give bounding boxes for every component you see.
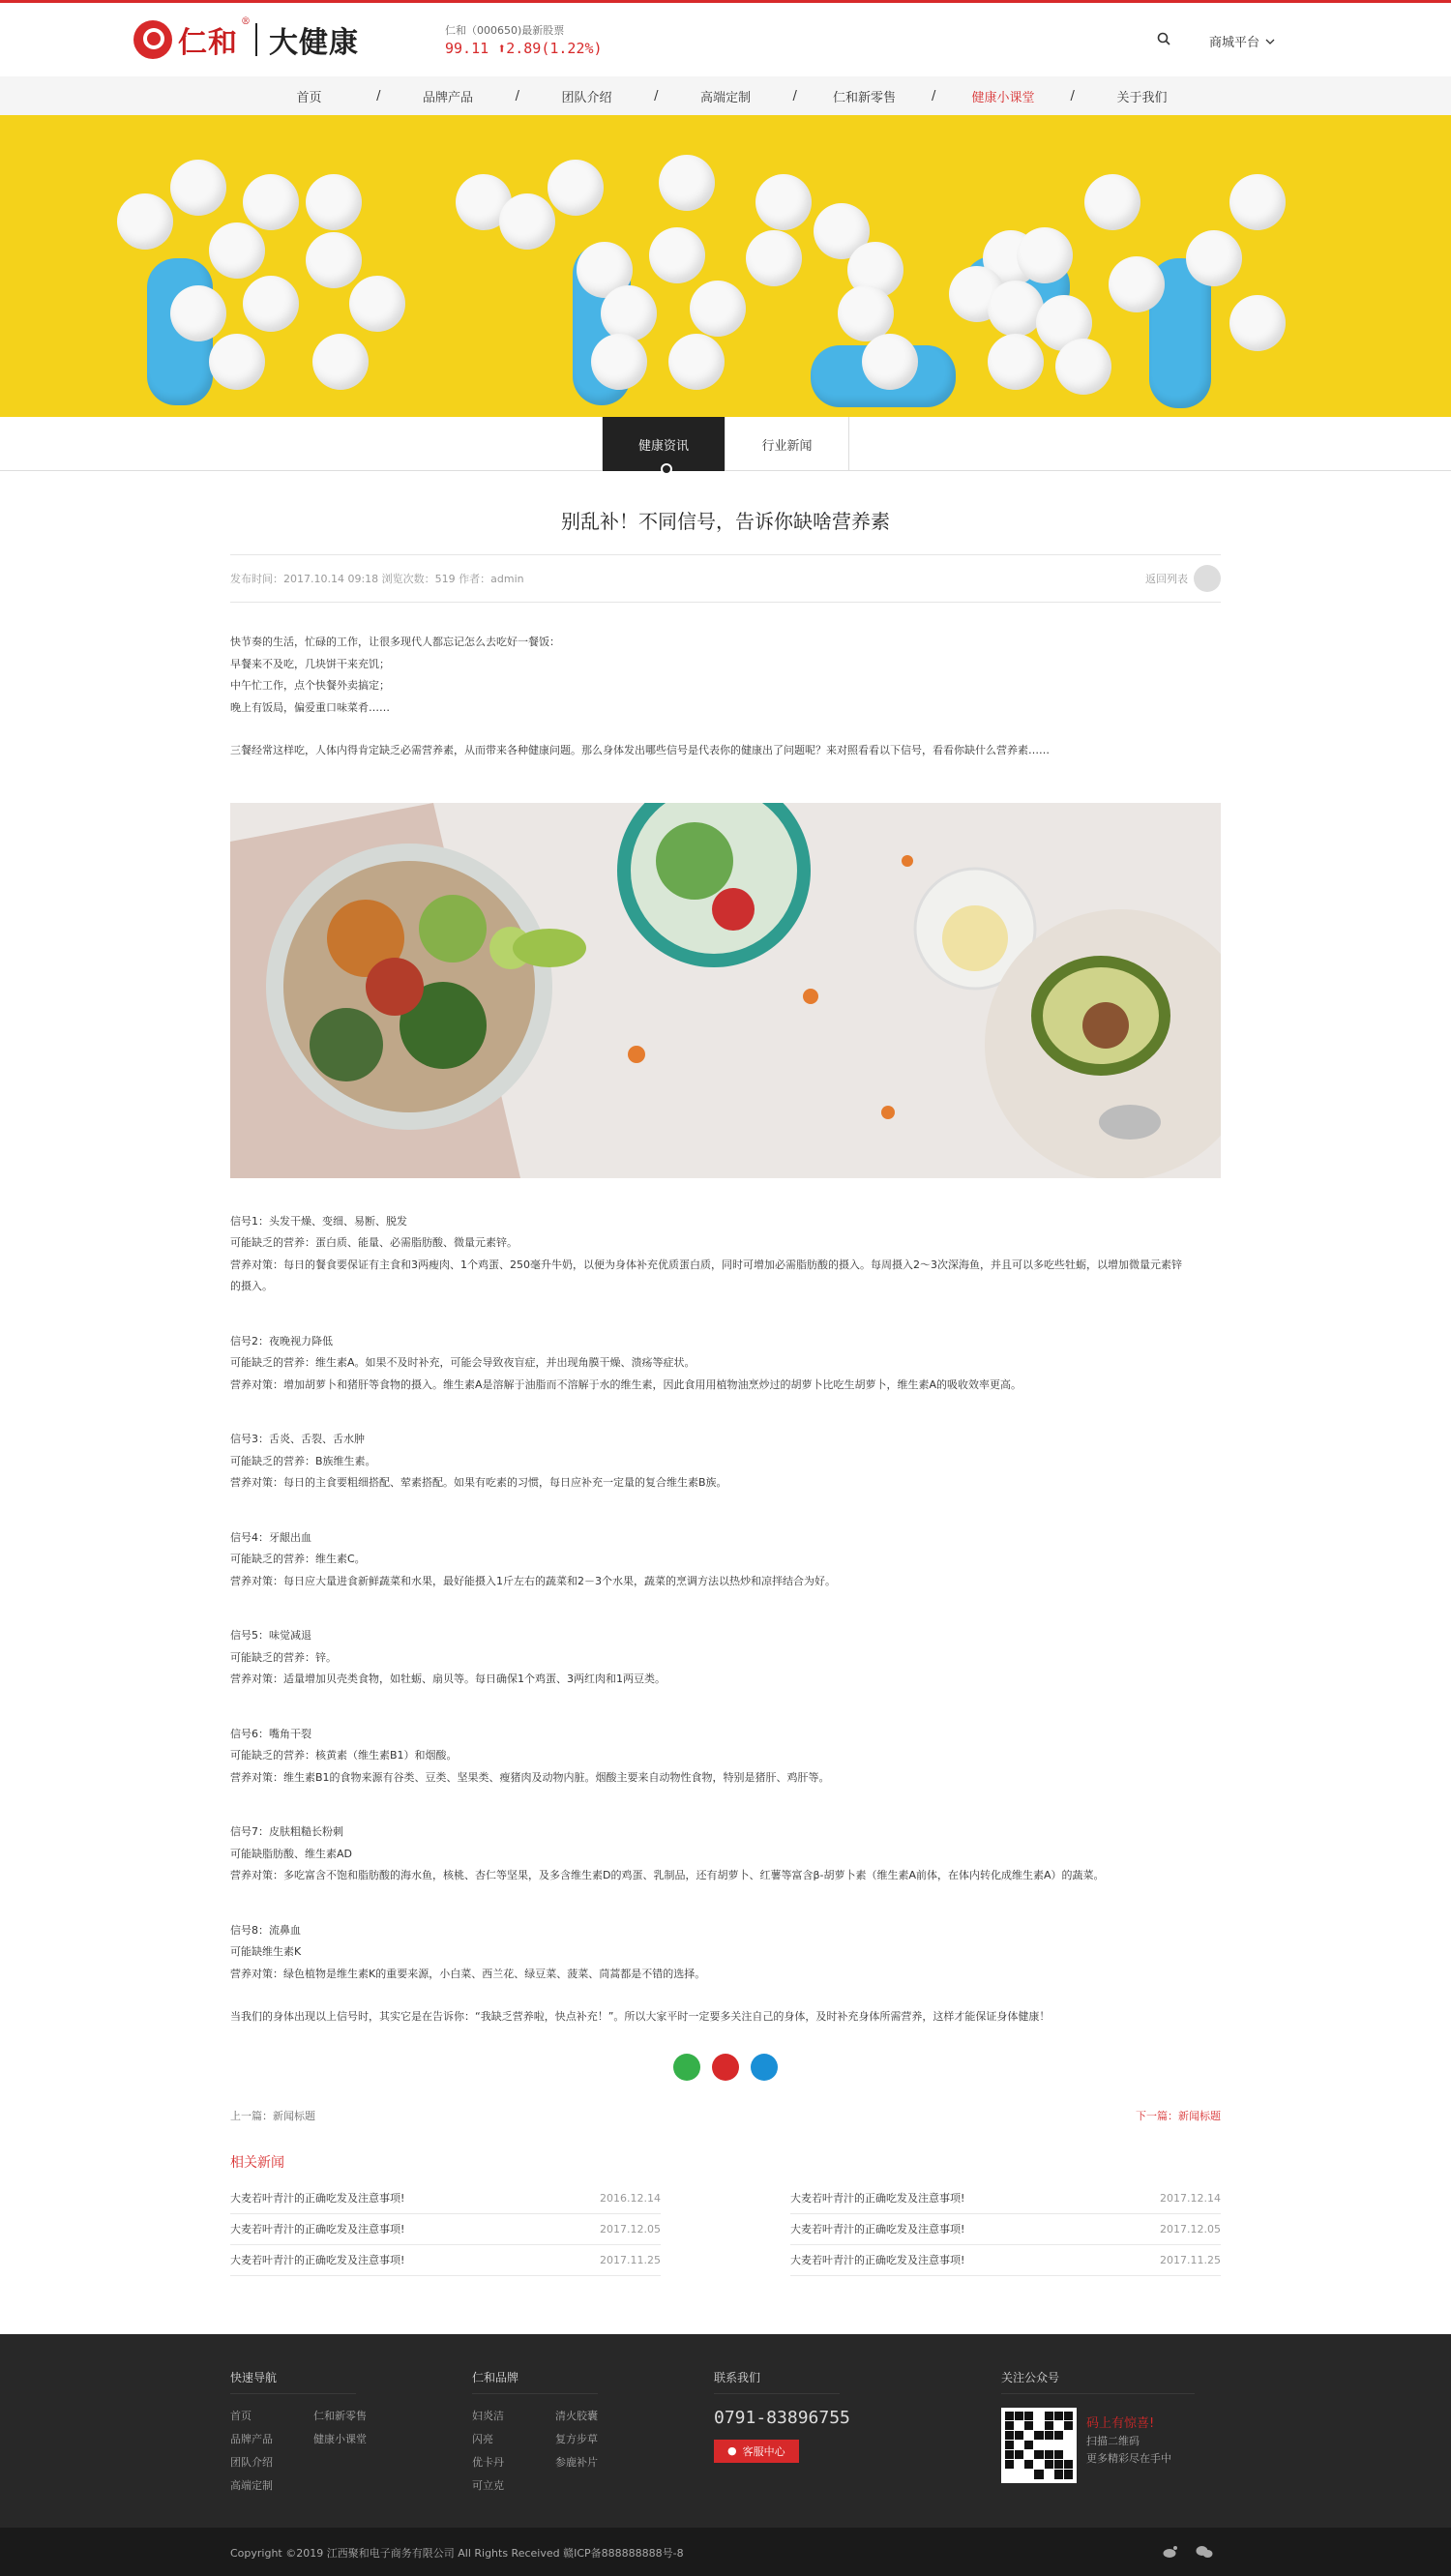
footer-link[interactable]: 参鹿补片 xyxy=(555,2455,598,2469)
article-intro-2: 三餐经常这样吃，人体内得肯定缺乏必需营养素，从而带来各种健康问题。那么身体发出哪些信号是代表你的健康出了问题呢？来对照看看以下信号，看看你缺什么营养素…… xyxy=(230,744,1050,756)
footer-link[interactable]: 首页 xyxy=(230,2409,252,2422)
qr-cell xyxy=(1005,2441,1014,2449)
signal-block xyxy=(230,1724,1221,1790)
main-nav xyxy=(0,76,1451,115)
related-news-item[interactable] xyxy=(790,2183,1221,2214)
next-article-link[interactable]: 下一篇：新闻标题 xyxy=(1136,2109,1221,2122)
logo[interactable] xyxy=(133,18,359,61)
qr-cell xyxy=(1034,2470,1043,2478)
nav-item[interactable]: 仁和新零售 xyxy=(832,90,896,105)
qr-cell xyxy=(1015,2431,1023,2440)
qr-cell xyxy=(1054,2450,1063,2459)
qr-cell xyxy=(1005,2450,1014,2459)
signal-line: 营养对策：每日应大量进食新鲜蔬菜和水果，最好能摄入1斤左右的蔬菜和2－3个水果，蔬菜的烹调方法以热炒和凉拌结合为好。 xyxy=(230,1574,836,1587)
qr-cell xyxy=(1034,2450,1043,2459)
footer-contact xyxy=(714,2369,850,2463)
banner-ball xyxy=(243,174,299,230)
qr-cell xyxy=(1064,2460,1073,2469)
signal-line: 信号3：舌炎、舌裂、舌水肿 xyxy=(230,1433,365,1445)
related-news-item[interactable] xyxy=(230,2214,661,2245)
signal-line: 可能缺乏的营养：核黄素（维生素B1）和烟酸。 xyxy=(230,1749,458,1762)
qr-cell xyxy=(1024,2412,1033,2420)
banner-ball xyxy=(988,334,1044,390)
qr-cell xyxy=(1054,2460,1063,2469)
signal-block xyxy=(230,1527,1221,1593)
stock-label: 仁和（000650)最新股票 xyxy=(445,24,565,37)
nav-separator: / xyxy=(515,88,519,104)
related-news-title-text: 大麦若叶青汁的正确吃发及注意事项! xyxy=(790,2192,965,2205)
qr-cell xyxy=(1015,2450,1023,2459)
qr-cell xyxy=(1054,2421,1063,2430)
qr-cell xyxy=(1015,2412,1023,2420)
nav-separator: / xyxy=(932,88,936,104)
related-news-right xyxy=(790,2183,1221,2276)
article-pager xyxy=(230,2108,1221,2123)
intro-line: 早餐来不及吃，几块饼干来充饥； xyxy=(230,657,390,670)
qr-cell xyxy=(1064,2421,1073,2430)
chevron-down-icon xyxy=(1265,39,1275,44)
signal-line: 可能缺脂肪酸、维生素AD xyxy=(230,1847,352,1860)
article-intro xyxy=(230,632,1221,719)
qzone-share-icon[interactable] xyxy=(751,2054,778,2081)
back-label: 返回列表 xyxy=(1145,573,1188,585)
stock-price: 99.11 xyxy=(445,40,489,57)
footer-link[interactable] xyxy=(555,2477,638,2493)
qr-cell xyxy=(1064,2431,1073,2440)
intro-line: 快节奏的生活，忙碌的工作，让很多现代人都忘记怎么去吃好一餐饭： xyxy=(230,636,560,648)
banner-ball xyxy=(312,334,369,390)
footer-follow xyxy=(1001,2369,1195,2483)
stock-change: ⬆2.89(1.22%) xyxy=(497,40,603,57)
qr-code xyxy=(1001,2408,1077,2483)
article-meta xyxy=(230,554,1221,603)
footer-quick-nav xyxy=(230,2369,397,2493)
qr-cell xyxy=(1045,2421,1053,2430)
footer-link[interactable]: 团队介绍 xyxy=(230,2455,273,2469)
footer-link[interactable]: 品牌产品 xyxy=(230,2432,273,2445)
customer-service-button[interactable]: ● 客服中心 xyxy=(714,2440,799,2463)
signal-line: 信号4：牙龈出血 xyxy=(230,1530,311,1544)
nav-item[interactable]: 健康小课堂 xyxy=(971,90,1035,105)
footer-link[interactable]: 复方步草 xyxy=(555,2432,598,2445)
banner-ball xyxy=(117,193,173,250)
footer-link[interactable] xyxy=(313,2477,397,2493)
nav-item[interactable]: 品牌产品 xyxy=(423,90,474,105)
qr-cell xyxy=(1034,2412,1043,2420)
footer-link[interactable]: 健康小课堂 xyxy=(313,2432,367,2445)
weibo-share-icon[interactable] xyxy=(712,2054,739,2081)
qr-cell xyxy=(1045,2460,1053,2469)
qr-cell xyxy=(1024,2431,1033,2440)
related-news-date: 2016.12.14 xyxy=(600,2191,661,2205)
footer-link[interactable]: 可立克 xyxy=(472,2478,504,2492)
signal-block xyxy=(230,1821,1221,1887)
banner-ball xyxy=(1055,339,1111,395)
signal-block xyxy=(230,1211,1221,1298)
tab-health-news[interactable]: 健康资讯 xyxy=(602,417,726,471)
back-icon xyxy=(1194,565,1221,592)
weibo-icon[interactable] xyxy=(1163,2545,1178,2559)
banner-ball xyxy=(209,334,265,390)
nav-separator: / xyxy=(792,88,797,104)
qr-cell xyxy=(1045,2412,1053,2420)
qr-cell xyxy=(1015,2421,1023,2430)
share-bar xyxy=(230,2054,1221,2081)
footer-heading: 联系我们 xyxy=(714,2369,840,2394)
qr-cell xyxy=(1054,2470,1063,2478)
logo-subtitle: 大健康 xyxy=(269,26,359,60)
related-news-date: 2017.12.05 xyxy=(1160,2222,1221,2235)
banner-ball xyxy=(988,281,1044,337)
stock-ticker xyxy=(445,22,603,57)
copyright-bar xyxy=(0,2528,1451,2576)
bell-icon: ● xyxy=(727,2444,737,2457)
intro-line: 中午忙工作，点个快餐外卖搞定； xyxy=(230,679,390,692)
banner-ball xyxy=(170,285,226,341)
signal-line: 可能缺乏的营养：锌。 xyxy=(230,1650,337,1664)
banner-ball xyxy=(243,276,299,332)
qr-cell xyxy=(1064,2441,1073,2449)
wechat-icon[interactable] xyxy=(1196,2545,1213,2559)
signal-line: 信号1：头发干燥、变细、易断、脱发 xyxy=(230,1214,407,1228)
qr-cell xyxy=(1045,2450,1053,2459)
nav-item[interactable]: 关于我们 xyxy=(1116,90,1168,105)
banner-ball xyxy=(1186,230,1242,286)
related-news-item[interactable] xyxy=(790,2214,1221,2245)
signal-line: 营养对策：每日的主食要粗细搭配、荤素搭配。如果有吃素的习惯，每日应补充一定量的复合维生素B族。 xyxy=(230,1476,727,1489)
banner-ball xyxy=(170,160,226,216)
related-news-item[interactable] xyxy=(230,2183,661,2214)
signal-line: 信号5：味觉减退 xyxy=(230,1629,311,1642)
signal-line: 的摄入。 xyxy=(230,1280,273,1292)
site-footer xyxy=(0,2334,1451,2528)
article-title: 别乱补！不同信号，告诉你缺啥营养素 xyxy=(561,510,890,533)
related-news-title-text: 大麦若叶青汁的正确吃发及注意事项! xyxy=(790,2254,965,2266)
footer-link[interactable]: 高端定制 xyxy=(230,2478,273,2492)
signal-line: 营养对策：每日的餐食要保证有主食和3两瘦肉、1个鸡蛋、250毫升牛奶，以便为身体补充优质蛋白质，同时可增加必需脂肪酸的摄入。每周摄入2～3次深海鱼，并且可以多吃些牡蛎，以增加微量元素锌 xyxy=(230,1258,1182,1271)
banner-ball xyxy=(1229,295,1286,351)
signal-line: 可能缺维生素K xyxy=(230,1945,302,1958)
article-main xyxy=(230,471,1221,2276)
qr-cell xyxy=(1034,2441,1043,2449)
related-news xyxy=(230,2183,1221,2276)
platform-dropdown[interactable] xyxy=(1209,32,1275,50)
qr-cell xyxy=(1054,2441,1063,2449)
platform-label: 商城平台 xyxy=(1209,36,1260,50)
related-news-item[interactable] xyxy=(230,2245,661,2276)
qr-cell xyxy=(1045,2431,1053,2440)
qr-cell xyxy=(1005,2421,1014,2430)
related-news-item[interactable] xyxy=(790,2245,1221,2276)
signal-line: 营养对策：适量增加贝壳类食物，如牡蛎、扇贝等。每日确保1个鸡蛋、3两红肉和1两豆类。 xyxy=(230,1673,666,1685)
footer-heading: 仁和品牌 xyxy=(472,2369,598,2394)
nav-separator: / xyxy=(376,88,381,104)
qr-cell xyxy=(1034,2421,1043,2430)
banner-ball xyxy=(548,160,604,216)
nav-separator: / xyxy=(654,88,659,104)
signal-block xyxy=(230,1331,1221,1397)
footer-link[interactable] xyxy=(313,2454,397,2470)
copyright-text: Copyright ©2019 江西聚和电子商务有限公司 All Rights Received 赣ICP备888888888号-8 xyxy=(230,2546,684,2560)
signal-line: 可能缺乏的营养：蛋白质、能量、必需脂肪酸、微量元素锌。 xyxy=(230,1236,518,1249)
footer-heading: 快速导航 xyxy=(230,2369,356,2394)
qr-cell xyxy=(1024,2450,1033,2459)
article-outro: 当我们的身体出现以上信号时，其实它是在告诉你：“我缺乏营养啦，快点补充！”。所以大家平时一定要多关注自己的身体，及时补充身体所需营养，这样才能保证身体健康！ xyxy=(230,2010,1051,2023)
related-news-title-text: 大麦若叶青汁的正确吃发及注意事项! xyxy=(230,2192,405,2205)
qr-cell xyxy=(1024,2470,1033,2478)
related-news-date: 2017.12.14 xyxy=(1160,2191,1221,2205)
signal-line: 营养对策：绿色植物是维生素K的重要来源，小白菜、西兰花、绿豆菜、菠菜、茼蒿都是不错的选择。 xyxy=(230,1967,706,1980)
site-header xyxy=(0,3,1451,76)
qr-cell xyxy=(1045,2441,1053,2449)
banner-ball xyxy=(659,155,715,211)
tab-industry-news[interactable]: 行业新闻 xyxy=(726,417,849,471)
signal-line: 营养对策：维生素B1的食物来源有谷类、豆类、坚果类、瘦猪肉及动物内脏。烟酸主要来自动物性食物，特别是猪肝、鸡肝等。 xyxy=(230,1770,830,1784)
logo-divider xyxy=(255,23,257,56)
related-news-date: 2017.11.25 xyxy=(600,2253,661,2266)
qr-cell xyxy=(1024,2421,1033,2430)
signal-line: 营养对策：增加胡萝卜和猪肝等食物的摄入。维生素A是溶解于油脂而不溶解于水的维生素，因此食用用植物油烹炒过的胡萝卜比吃生胡萝卜，维生素A的吸收效率更高。 xyxy=(230,1377,1022,1391)
related-news-left xyxy=(230,2183,661,2276)
signal-block xyxy=(230,1920,1221,1986)
qr-cell xyxy=(1015,2460,1023,2469)
qr-cell xyxy=(1054,2431,1063,2440)
banner-ball xyxy=(209,222,265,279)
signal-line: 信号2：夜晚视力降低 xyxy=(230,1334,333,1347)
related-news-date: 2017.11.25 xyxy=(1160,2253,1221,2266)
banner-ball xyxy=(1109,256,1165,312)
footer-link[interactable]: 仁和新零售 xyxy=(313,2409,367,2422)
follow-line: 更多精彩尽在手中 xyxy=(1086,2451,1171,2465)
related-news-title-text: 大麦若叶青汁的正确吃发及注意事项! xyxy=(790,2223,965,2235)
banner-ball xyxy=(1017,227,1073,283)
related-news-title-text: 大麦若叶青汁的正确吃发及注意事项! xyxy=(230,2254,405,2266)
footer-link[interactable]: 优卡丹 xyxy=(472,2455,504,2469)
qr-cell xyxy=(1005,2460,1014,2469)
qr-cell xyxy=(1034,2431,1043,2440)
banner-ball xyxy=(499,193,555,250)
banner-ball xyxy=(1229,174,1286,230)
food-photo xyxy=(230,803,1221,1178)
signal-line: 可能缺乏的营养：维生素C。 xyxy=(230,1553,366,1565)
signal-block xyxy=(230,1429,1221,1495)
banner-ball xyxy=(601,285,657,341)
footer-link[interactable]: 妇炎洁 xyxy=(472,2409,504,2422)
nav-item[interactable]: 团队介绍 xyxy=(561,90,612,105)
qr-cell xyxy=(1064,2470,1073,2478)
qr-cell xyxy=(1015,2441,1023,2449)
related-news-date: 2017.12.05 xyxy=(600,2222,661,2235)
category-tabs xyxy=(0,417,1451,471)
footer-link[interactable]: 闪亮 xyxy=(472,2432,493,2445)
wechat-share-icon[interactable] xyxy=(673,2054,700,2081)
intro-line: 晚上有饭局，偏爱重口味菜肴…… xyxy=(230,700,390,714)
article-meta-text: 发布时间：2017.10.14 09:18 浏览次数：519 作者：admin xyxy=(230,573,524,585)
qr-cell xyxy=(1054,2412,1063,2420)
prev-article-link[interactable]: 上一篇：新闻标题 xyxy=(230,2109,315,2122)
nav-item[interactable]: 高端定制 xyxy=(699,90,751,105)
follow-line: 扫描二维码 xyxy=(1086,2434,1140,2447)
signal-block xyxy=(230,1625,1221,1691)
search-icon[interactable] xyxy=(1157,32,1170,45)
banner-ball xyxy=(862,334,918,390)
qr-cell xyxy=(1064,2412,1073,2420)
related-news-title-text: 大麦若叶青汁的正确吃发及注意事项! xyxy=(230,2223,405,2235)
health-banner xyxy=(0,115,1451,417)
registered-mark: ® xyxy=(241,16,252,27)
logo-mark-icon xyxy=(133,20,172,59)
nav-item[interactable]: 首页 xyxy=(296,90,322,105)
stock-value xyxy=(445,40,603,57)
food-illustration xyxy=(230,803,1221,1178)
footer-brands xyxy=(472,2369,638,2493)
banner-ball xyxy=(755,174,812,230)
banner-ball xyxy=(349,276,405,332)
back-to-list-button[interactable] xyxy=(1145,565,1221,592)
banner-ball xyxy=(306,174,362,230)
qr-cell xyxy=(1064,2450,1073,2459)
logo-name: 仁和 ® xyxy=(178,16,252,60)
qr-cell xyxy=(1005,2412,1014,2420)
qr-cell xyxy=(1005,2470,1014,2478)
qr-cell xyxy=(1015,2470,1023,2478)
footer-link[interactable]: 清火胶囊 xyxy=(555,2409,598,2422)
qr-cell xyxy=(1024,2460,1033,2469)
banner-ball xyxy=(306,232,362,288)
qr-cell xyxy=(1034,2460,1043,2469)
signal-line: 信号6：嘴角干裂 xyxy=(230,1727,311,1740)
signal-line: 信号7：皮肤粗糙长粉刺 xyxy=(230,1825,343,1838)
signal-line: 可能缺乏的营养：维生素A。如果不及时补充，可能会导致夜盲症，并出现角膜干燥、溃疡等症状。 xyxy=(230,1356,696,1369)
qr-cell xyxy=(1045,2470,1053,2478)
nav-separator: / xyxy=(1070,88,1075,104)
banner-ball xyxy=(668,334,725,390)
banner-ball xyxy=(591,334,647,390)
qr-cell xyxy=(1005,2431,1014,2440)
follow-slogan: 码上有惊喜! xyxy=(1086,2415,1155,2431)
footer-phone: 0791-83896755 xyxy=(714,2407,850,2428)
signal-line: 信号8：流鼻血 xyxy=(230,1923,301,1937)
banner-ball xyxy=(649,227,705,283)
footer-heading: 关注公众号 xyxy=(1001,2369,1195,2394)
banner-ball xyxy=(690,281,746,337)
signal-line: 营养对策：多吃富含不饱和脂肪酸的海水鱼，核桃、杏仁等坚果，及多含维生素D的鸡蛋、乳制品，还有胡萝卜、红薯等富含β-胡萝卜素（维生素A前体，在体内转化成维生素A）的蔬菜。 xyxy=(230,1869,1105,1881)
signal-line: 可能缺乏的营养：B族维生素。 xyxy=(230,1454,376,1467)
banner-ball xyxy=(746,230,802,286)
qr-cell xyxy=(1024,2441,1033,2449)
banner-ball xyxy=(1084,174,1140,230)
related-news-title: 相关新闻 xyxy=(230,2154,284,2171)
